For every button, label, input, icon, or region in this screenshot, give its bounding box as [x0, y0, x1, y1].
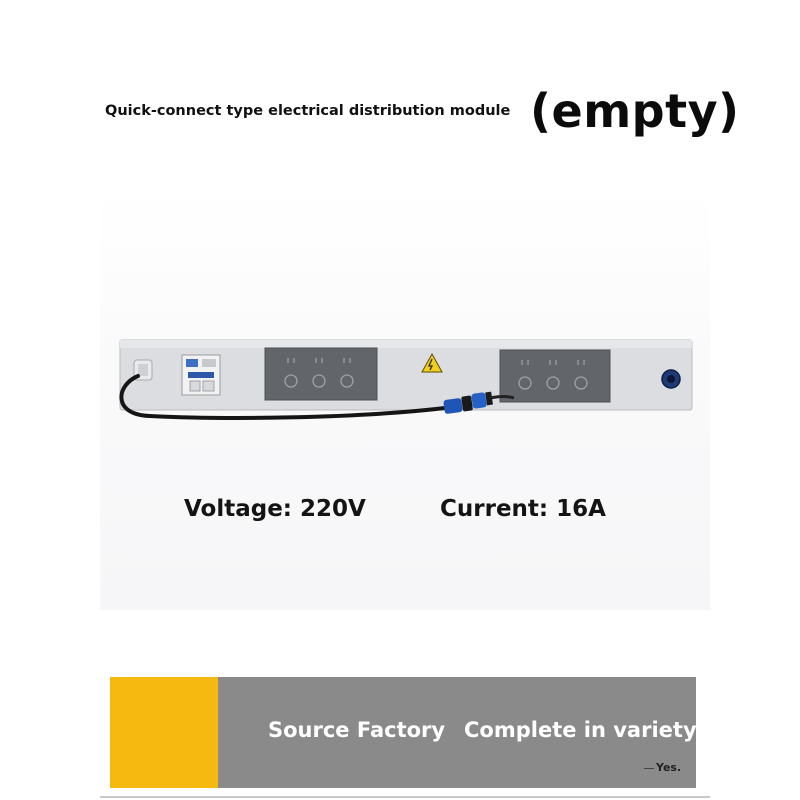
- product-title: Quick-connect type electrical distribution module: [105, 103, 511, 119]
- bottom-divider: [100, 796, 710, 798]
- footer-accent-block: [110, 677, 218, 788]
- footer-source-factory: Source Factory: [268, 718, 446, 742]
- footer-note: Yes.: [656, 761, 682, 774]
- empty-tag: (empty): [530, 84, 740, 138]
- socket-panel-left: [265, 348, 377, 400]
- distribution-module-image: [110, 330, 700, 440]
- current-spec: Current: 16A: [440, 496, 606, 522]
- footer-complete-variety: Complete in variety: [464, 718, 697, 742]
- footer-banner: [110, 677, 696, 788]
- voltage-spec: Voltage: 220V: [184, 496, 366, 522]
- circuit-breaker: [182, 355, 220, 395]
- socket-panel-right: [500, 350, 610, 402]
- quick-connector-port: [662, 370, 680, 388]
